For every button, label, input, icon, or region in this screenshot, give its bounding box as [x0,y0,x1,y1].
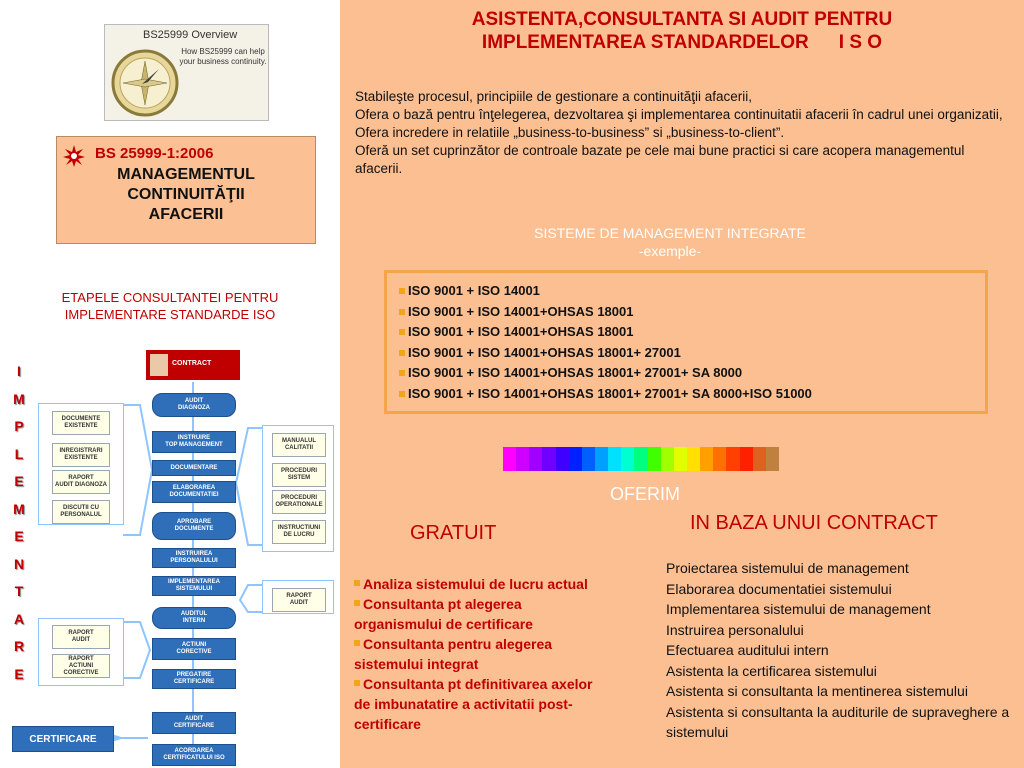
contract-label: CONTRACT [172,360,212,367]
spectrum-segment [648,447,662,471]
output-group-frame [262,425,334,552]
flow-node [152,744,236,766]
implementare-letter: M [13,500,25,517]
flow-output-line: DE LUCRU [283,532,315,538]
flow-node-line: AUDIT [184,398,204,404]
spectrum-segment [674,447,688,471]
contract-item: Instruirea personalului [666,621,804,638]
flow-input-line: RAPORT [68,475,94,481]
flow-input-line: EXISTENTE [64,455,98,461]
flow-input-line: ACTIUNI CORECTIVE [63,662,99,676]
flow-node-line: PERSONALULUI [170,558,218,564]
flow-node-line: ACTIUNI [181,642,207,648]
main-title-line2 [350,31,1014,54]
etape-title-line: IMPLEMENTARE STANDARDE ISO [64,307,276,322]
flow-input-line: AUDIT DIAGNOZA [55,482,107,488]
intro-text [355,88,1015,178]
gratuit-item: Analiza sistemului de lucru actual [354,574,604,594]
contract-item: Asistenta la certificarea sistemului [666,662,877,679]
flow-input-line: DISCUTII CU [63,505,99,511]
flow-node [152,460,236,476]
flow-node-line: APROBARE [176,519,212,525]
spectrum-segment [556,447,570,471]
iso-system-item: ISO 9001 + ISO 14001+OHSAS 18001 [399,322,985,343]
spectrum-segment [542,447,556,471]
spectrum-segment [753,447,767,471]
flow-node-line: IMPLEMENTAREA [168,579,220,585]
flow-node-line: CERTIFICATULUI ISO [163,755,225,761]
main-title-standards: IMPLEMENTAREA STANDARDELOR [481,32,809,53]
flow-node-line: ELABORAREA [172,485,216,491]
implementare-letter: I [17,363,21,379]
spectrum-segment [661,447,675,471]
flow-node [152,393,236,417]
implementare-letter: R [13,638,25,654]
certificare-label: CERTIFICARE [12,726,114,752]
spectrum-segment [726,447,740,471]
flow-input-line: DOCUMENTE [61,416,101,422]
spectrum-segment [608,447,622,471]
contract-item: Proiectarea sistemului de management [666,560,909,576]
spectrum-segment [503,447,517,471]
flow-node [152,669,236,689]
flow-node-line: INSTRUIREA [175,551,213,557]
standard-line: CONTINUITĂŢII [127,186,245,203]
flow-node-line: CERTIFICARE [173,679,215,685]
contract-node [146,350,240,380]
flow-input-line: EXISTENTE [64,423,98,429]
contract-thumbnail [150,354,168,376]
flow-node [152,576,236,596]
spectrum-segment [700,447,714,471]
flow-input-line: AUDIT [71,637,91,643]
sisteme-subtitle: -exemple- [638,243,702,259]
flow-node-line: CERTIFICARE [173,723,215,729]
gratuit-heading: GRATUIT [410,522,497,544]
flow-node [152,481,236,503]
standard-line: AFACERII [148,206,224,223]
flow-node-line: CORECTIVE [176,649,212,655]
iso-systems-list [399,281,985,404]
image-caption: How BS25999 can help your business continuity. [179,47,267,66]
flow-output-line: MANUALUL [282,438,316,444]
etape-title-line: ETAPELE CONSULTANTEI PENTRU [61,290,279,305]
spectrum-segment [529,447,543,471]
main-title [350,8,1014,54]
main-title-iso: I S O [838,32,883,53]
gratuit-list [354,574,604,734]
spectrum-segment [687,447,701,471]
color-spectrum-bar [503,447,779,471]
flow-node-line: DOCUMENTE [174,526,214,532]
iso-system-item: ISO 9001 + ISO 14001+OHSAS 18001+ 27001+ SA 8000 [399,363,985,384]
flow-output-line: INSTRUCTIUNI [277,525,321,531]
flow-node [152,548,236,568]
sisteme-title: SISTEME DE MANAGEMENT INTEGRATE [534,225,806,241]
contract-list [666,558,1012,743]
spectrum-segment [740,447,754,471]
intro-line: Oferă un set cuprinzător de controale bazate pe cele mai bune practici si care acopera managementul afacerii. [355,143,965,176]
iso-system-item: ISO 9001 + ISO 14001+OHSAS 18001+ 27001+ SA 8000+ISO 51000 [399,384,985,405]
flow-node [152,512,236,540]
iso-system-item: ISO 9001 + ISO 14001+OHSAS 18001 [399,302,985,323]
flow-node-line: PREGATIRE [176,672,212,678]
flow-input-line: RAPORT [68,630,94,636]
implementare-letter: P [14,418,24,434]
flow-output-line: RAPORT [286,593,312,599]
flow-input-line: PERSONALUL [60,512,102,518]
flow-output-line: OPERATIONALE [275,502,323,508]
implementare-letter: E [14,473,24,489]
implementare-letter: N [13,555,25,572]
contract-item: Asistenta si consultanta la mentinerea sistemului [666,683,968,699]
oferim-heading: OFERIM [610,484,680,504]
image-title: BS25999 Overview [143,29,238,41]
spectrum-segment [621,447,635,471]
input-group-frame [38,403,124,525]
spectrum-segment [582,447,596,471]
sisteme-heading [350,224,990,260]
contract-item: Elaborarea documentatiei sistemului [666,580,892,597]
standard-line: MANAGEMENTUL [117,166,255,183]
implementare-letter: L [14,445,24,462]
contract-item: Efectuarea auditului intern [666,642,829,658]
gratuit-item: Consultanta pt alegerea organismului de certificare [354,594,604,634]
process-flowchart [0,0,340,768]
implementare-letter: A [13,610,25,627]
flow-node [152,607,236,629]
flow-output-line: PROCEDURI [280,495,317,501]
flow-node-line: DIAGNOZA [178,405,210,411]
spectrum-segment [713,447,727,471]
contract-item: Implementarea sistemului de management [666,601,931,617]
flow-output-line: PROCEDURI [280,468,317,474]
spectrum-segment [634,447,648,471]
spectrum-segment [516,447,530,471]
intro-line: Stabileşte procesul, principiile de gestionare a continuităţii afacerii, [355,89,752,104]
gratuit-item: Consultanta pt definitivarea axelor de imbunatatire a activitatii post-certificare [354,674,604,734]
standard-title: BS 25999-1:2006 [95,145,214,162]
spectrum-segment [595,447,609,471]
flow-input-line: INREGISTRARI [59,448,103,454]
main-title-line1: ASISTENTA,CONSULTANTA SI AUDIT PENTRU [471,9,893,30]
flow-output-line: AUDIT [289,600,309,606]
flow-output-line: CALITATII [284,445,314,451]
intro-line: Ofera o bază pentru înţelegerea, dezvoltarea şi implementarea continuitatii afacerii în cadrul unei organizatii, [355,107,1003,122]
flow-node [152,638,236,660]
implementare-letter: T [14,583,24,599]
iso-system-item: ISO 9001 + ISO 14001+OHSAS 18001+ 27001 [399,343,985,364]
flow-input-line: RAPORT [68,655,94,662]
intro-line: Ofera incredere in relatiile „business-to-business” si „business-to-client”. [355,125,785,140]
flow-node-line: DOCUMENTATIEI [169,492,219,498]
spectrum-segment [766,447,780,471]
flow-node-line: AUDITUL [180,611,208,617]
flow-node-line: DOCUMENTARE [170,464,218,471]
flow-node-line: ACORDAREA [174,748,214,754]
contract-heading: IN BAZA UNUI CONTRACT [690,512,938,534]
implementare-letter: M [13,390,25,407]
flow-node-line: SISTEMULUI [175,586,213,592]
contract-item: Asistenta si consultanta la auditurile de supraveghere a sistemului [666,703,1010,740]
implementare-letter: E [14,665,24,682]
iso-systems-box [384,270,988,414]
iso-system-item: ISO 9001 + ISO 14001 [399,281,985,302]
flow-node [152,712,236,734]
implementare-letter: E [14,528,24,544]
flow-output-line: SISTEM [287,475,311,481]
flow-node [152,431,236,453]
output-group-frame [262,580,334,614]
flow-node-line: INSTRUIRE [177,435,211,441]
flow-node-line: AUDIT [184,716,204,722]
spectrum-segment [569,447,583,471]
flow-node-line: TOP MANAGEMENT [165,442,223,448]
gratuit-item: Consultanta pentru alegerea sistemului integrat [354,634,604,674]
input-group-frame [38,618,124,686]
flow-node-line: INTERN [182,618,206,624]
